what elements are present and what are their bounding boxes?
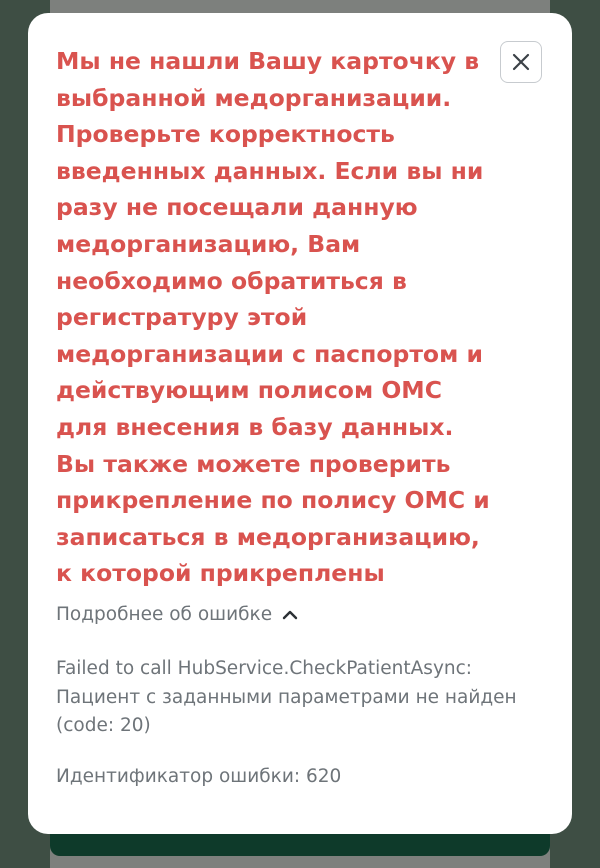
error-details-toggle[interactable] — [56, 601, 298, 629]
chevron-up-icon — [282, 609, 298, 621]
error-details-message: Failed to call HubService.CheckPatientAsync: Пациент с заданными параметрами не найден (code: 20) — [56, 658, 517, 736]
error-modal — [28, 13, 572, 834]
close-icon — [511, 52, 531, 72]
error-details-toggle-label: Подробнее об ошибке — [56, 604, 273, 625]
close-button[interactable] — [500, 41, 542, 83]
error-message-title: Мы не нашли Вашу карточку в выбранной медорганизации. Проверьте корректность введенных данных. Если вы ни разу не посещали данную медорганизацию, Вам необходимо обратиться в регистратуру этой медорганизации с паспортом и действующим полисом ОМС для внесения в базу данных. Вы также можете проверить прикрепление по полису ОМС и записаться в медорганизацию, к которой прикреплены — [56, 47, 490, 588]
error-identifier: Идентификатор ошибки: 620 — [56, 766, 342, 787]
